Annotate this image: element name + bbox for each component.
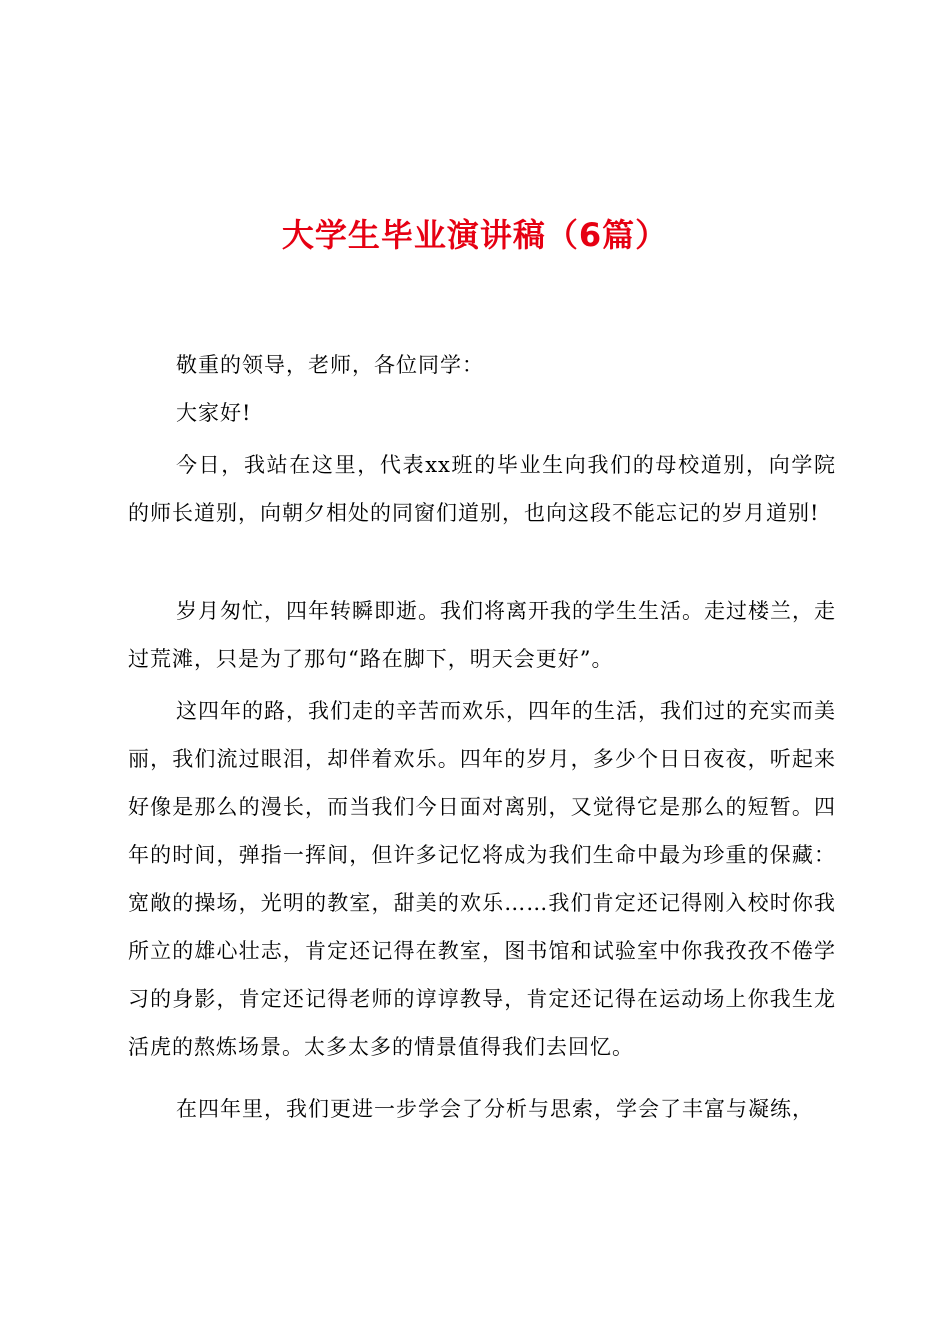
paragraph-farewell: 今日，我站在这里，代表xx班的毕业生向我们的母校道别，向学院的师长道别，向朝夕相处的同窗们道别，也向这段不能忘记的岁月道别! [128,453,836,525]
paragraph-learning: 在四年里，我们更进一步学会了分析与思索，学会了丰富与凝练， [176,1097,814,1121]
paragraph-salutation: 敬重的领导，老师，各位同学： [176,353,484,377]
document-title: 大学生毕业演讲稿（6篇） [281,216,669,254]
paragraph-four-years: 这四年的路，我们走的辛苦而欢乐，四年的生活，我们过的充实而美丽，我们流过眼泪，却伴着欢乐。四年的岁月，多少个日日夜夜，听起来好像是那么的漫长，而当我们今日面对离别，又觉得它是那么的短暂。四年的时间，弹指一挥间，但许多记忆将成为我们生命中最为珍重的保藏：宽敞的操场，光明的教室，甜美的欢乐……我们肯定还记得刚入校时你我所立的雄心壮志，肯定还记得在教室，图书馆和试验室中你我孜孜不倦学习的身影，肯定还记得老师的谆谆教导，肯定还记得在运动场上你我生龙活虎的熬炼场景。太多太多的情景值得我们去回忆。 [128,699,836,1059]
paragraph-greeting: 大家好! [176,401,252,425]
paragraph-time-passing: 岁月匆忙，四年转瞬即逝。我们将离开我的学生生活。走过楼兰，走过荒滩，只是为了那句“路在脚下，明天会更好”。 [128,599,836,671]
